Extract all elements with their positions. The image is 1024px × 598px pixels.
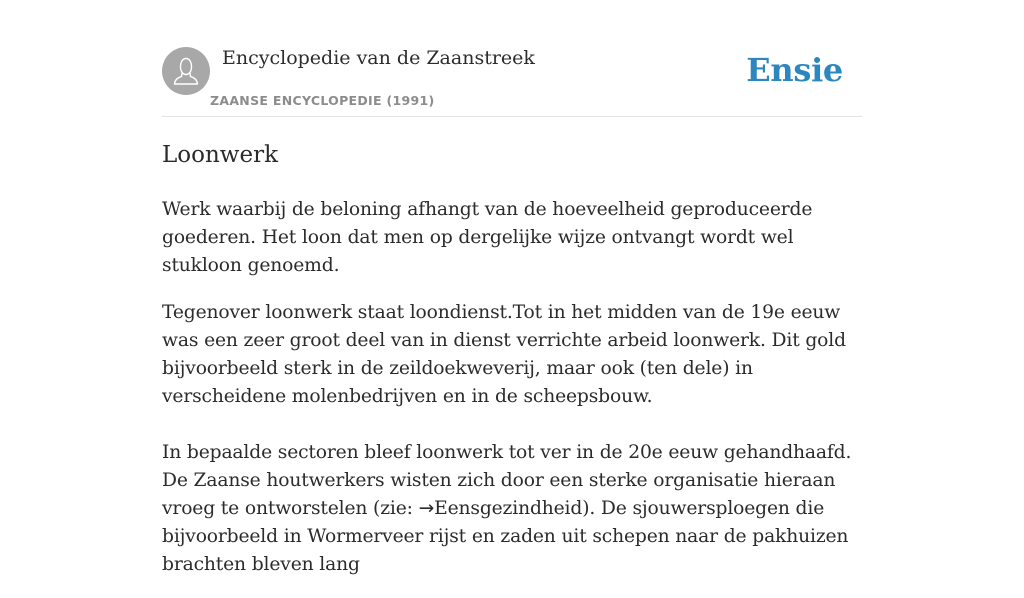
article-title: Loonwerk [162,142,279,168]
reference-link-label: Eensgezindheid [434,498,583,519]
source-title[interactable]: Encyclopedie van de Zaanstreek [222,47,535,69]
paragraph-3-text-after: ). De sjouwersploegen die bijvoorbeeld in Wormerveer rijst en zaden uit schepen naar de pakhuizen brachten bleven lang [162,498,849,575]
article-paragraph-1: Werk waarbij de beloning afhangt van de hoeveelheid geproduceerde goederen. Het loon dat men op dergelijke wijze ontvangt wordt wel stukloon genoemd. [162,199,813,276]
article-header [162,46,862,117]
article-paragraph-2: Tegenover loonwerk staat loondienst.Tot in het midden van de 19e eeuw was een zeer groot deel van in dienst verrichte arbeid loonwerk. Dit gold bijvoorbeeld sterk in de zeildoekweverij, maar ook (ten dele) in verscheidene molenbedrijven en in de scheepsbouw. [162,302,846,407]
paragraph-3-text-before: In bepaalde sectoren bleef loonwerk tot ver in de 20e eeuw gehandhaafd. De Zaanse houtwerkers wisten zich door een sterke organisatie hieraan vroeg te ontworstelen (zie: [162,442,852,519]
user-avatar-icon[interactable] [162,47,210,95]
reference-link-eensgezindheid[interactable] [419,498,583,519]
arrow-right-icon: → [418,498,435,519]
user-silhouette-icon [162,47,210,95]
ensie-logo-link[interactable]: Ensie [746,51,843,89]
article-paragraph-3 [162,439,864,579]
source-subtitle: ZAANSE ENCYCLOPEDIE (1991) [210,93,435,108]
article-content [162,138,864,598]
